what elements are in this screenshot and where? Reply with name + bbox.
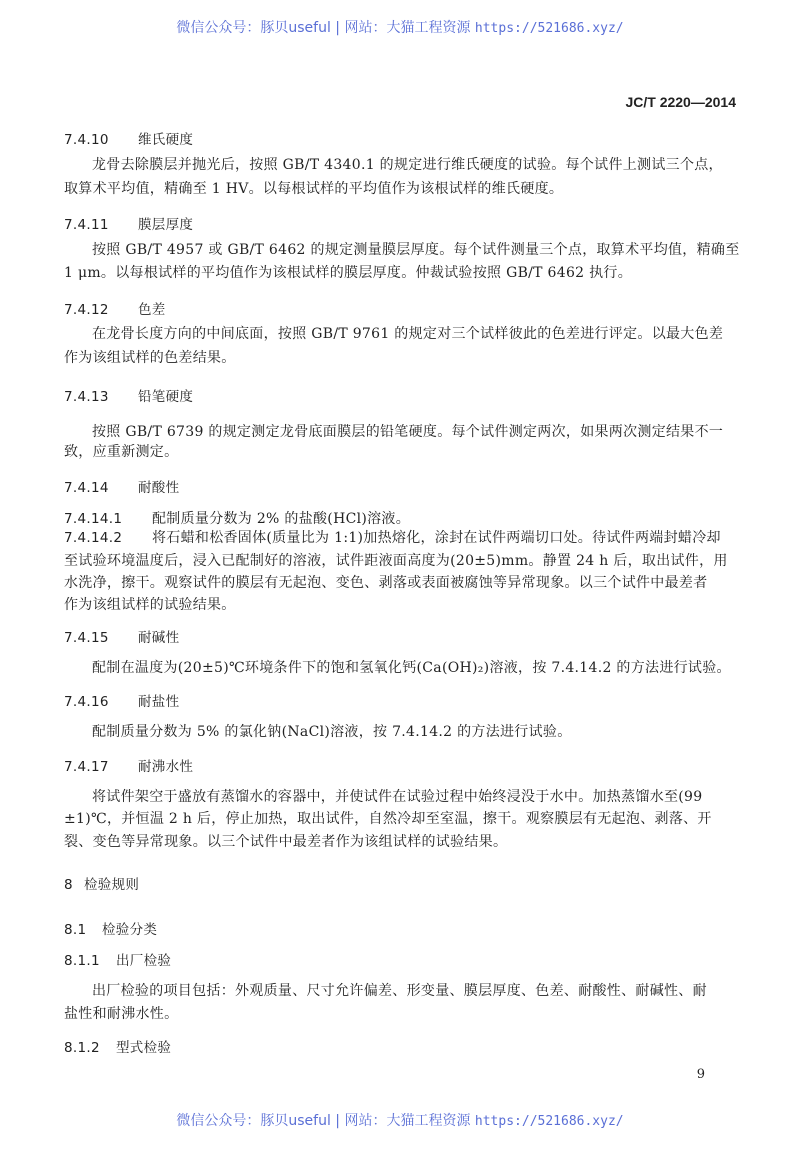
paragraph-line: 龙骨去除膜层并抛光后，按照 GB/T 4340.1 的规定进行维氏硬度的试验。每个试件上测试三个点， bbox=[92, 157, 723, 173]
section-number: 8.1.1 bbox=[64, 953, 100, 969]
section-number: 7.4.10 bbox=[64, 132, 109, 148]
section-heading bbox=[64, 388, 193, 406]
section-title: 型式检验 bbox=[116, 1040, 172, 1056]
watermark-url[interactable]: https://521686.xyz/ bbox=[474, 1114, 624, 1129]
section-heading bbox=[64, 693, 179, 711]
paragraph-line: 裂、变色等异常现象。以三个试件中最差者作为该组试样的试验结果。 bbox=[64, 834, 508, 850]
section-title: 耐沸水性 bbox=[138, 759, 194, 775]
paragraph-line: 盐性和耐沸水性。 bbox=[64, 1006, 179, 1022]
section-heading bbox=[64, 952, 171, 970]
section-title: 耐盐性 bbox=[138, 694, 180, 710]
section-number: 7.4.14 bbox=[64, 480, 109, 496]
paragraph-line: 作为该组试样的色差结果。 bbox=[64, 350, 236, 366]
section-heading bbox=[64, 479, 179, 497]
paragraph-line: 作为该组试样的试验结果。 bbox=[64, 597, 236, 613]
section-title: 色差 bbox=[138, 302, 166, 318]
section-heading bbox=[64, 921, 157, 939]
section-number: 7.4.11 bbox=[64, 217, 109, 233]
section-title: 检验规则 bbox=[84, 877, 140, 893]
section-title: 膜层厚度 bbox=[138, 217, 194, 233]
clause-text: 将石蜡和松香固体(质量比为 1:1)加热熔化，涂封在试件两端切口处。待试件两端封蜡冷却 bbox=[152, 530, 721, 546]
clause-7-4-14-2 bbox=[64, 529, 721, 547]
section-number: 7.4.16 bbox=[64, 694, 109, 710]
section-number: 8 bbox=[64, 877, 73, 893]
section-number: 7.4.15 bbox=[64, 630, 109, 646]
section-number: 7.4.17 bbox=[64, 759, 109, 775]
section-heading bbox=[64, 301, 166, 319]
watermark-header bbox=[0, 17, 800, 37]
paragraph-line: 将试件架空于盛放有蒸馏水的容器中，并使试件在试验过程中始终浸没于水中。加热蒸馏水至(99 bbox=[92, 789, 703, 805]
paragraph-line: 取算术平均值，精确至 1 HV。以每根试样的平均值作为该根试样的维氏硬度。 bbox=[64, 181, 564, 197]
section-heading bbox=[64, 216, 193, 234]
paragraph-line: 配制在温度为(20±5)℃环境条件下的饱和氢氧化钙(Ca(OH)₂)溶液，按 7.4.14.2 的方法进行试验。 bbox=[92, 660, 731, 676]
section-number: 7.4.12 bbox=[64, 302, 109, 318]
section-heading bbox=[64, 758, 193, 776]
section-heading bbox=[64, 1039, 171, 1057]
watermark-url[interactable]: https://521686.xyz/ bbox=[474, 21, 624, 36]
section-number: 7.4.14.1 bbox=[64, 511, 123, 527]
page-number: 9 bbox=[696, 1067, 705, 1082]
clause-text: 配制质量分数为 2% 的盐酸(HCl)溶液。 bbox=[152, 511, 411, 527]
section-title: 出厂检验 bbox=[116, 953, 172, 969]
watermark-text: 微信公众号：豚贝useful | 网站：大猫工程资源 bbox=[176, 1113, 475, 1129]
section-title: 耐酸性 bbox=[138, 480, 180, 496]
paragraph-line: 出厂检验的项目包括：外观质量、尺寸允许偏差、形变量、膜层厚度、色差、耐酸性、耐碱性、耐 bbox=[92, 983, 707, 999]
section-title: 维氏硬度 bbox=[138, 132, 194, 148]
paragraph-line: 按照 GB/T 6739 的规定测定龙骨底面膜层的铅笔硬度。每个试件测定两次，如果两次测定结果不一 bbox=[92, 424, 724, 440]
paragraph-line: 致，应重新测定。 bbox=[64, 444, 179, 460]
section-title: 耐碱性 bbox=[138, 630, 180, 646]
watermark-footer bbox=[0, 1110, 800, 1130]
paragraph-line: 1 μm。以每根试样的平均值作为该根试样的膜层厚度。仲裁试验按照 GB/T 6462 执行。 bbox=[64, 265, 633, 281]
paragraph-line: 至试验环境温度后，浸入已配制好的溶液，试件距液面高度为(20±5)mm。静置 24 h 后，取出试件，用 bbox=[64, 553, 728, 569]
clause-7-4-14-1 bbox=[64, 510, 410, 528]
paragraph-line: 水洗净，擦干。观察试件的膜层有无起泡、变色、剥落或表面被腐蚀等异常现象。以三个试件中最差者 bbox=[64, 575, 708, 591]
section-number: 8.1 bbox=[64, 922, 87, 938]
standard-number: JC/T 2220—2014 bbox=[625, 94, 736, 110]
chapter-heading bbox=[64, 876, 139, 894]
paragraph-line: 在龙骨长度方向的中间底面，按照 GB/T 9761 的规定对三个试样彼此的色差进行评定。以最大色差 bbox=[92, 326, 724, 342]
section-title: 铅笔硬度 bbox=[138, 389, 194, 405]
watermark-text: 微信公众号：豚贝useful | 网站：大猫工程资源 bbox=[176, 20, 475, 36]
section-number: 8.1.2 bbox=[64, 1040, 100, 1056]
section-heading bbox=[64, 629, 179, 647]
section-title: 检验分类 bbox=[102, 922, 158, 938]
paragraph-line: 按照 GB/T 4957 或 GB/T 6462 的规定测量膜层厚度。每个试件测量三个点，取算术平均值，精确至 bbox=[92, 242, 740, 258]
paragraph-line: ±1)℃，并恒温 2 h 后，停止加热，取出试件，自然冷却至室温，擦干。观察膜层有无起泡、剥落、开 bbox=[64, 811, 712, 827]
paragraph-line: 配制质量分数为 5% 的氯化钠(NaCl)溶液，按 7.4.14.2 的方法进行试验。 bbox=[92, 724, 572, 740]
section-number: 7.4.13 bbox=[64, 389, 109, 405]
section-number: 7.4.14.2 bbox=[64, 530, 123, 546]
section-heading bbox=[64, 131, 193, 149]
